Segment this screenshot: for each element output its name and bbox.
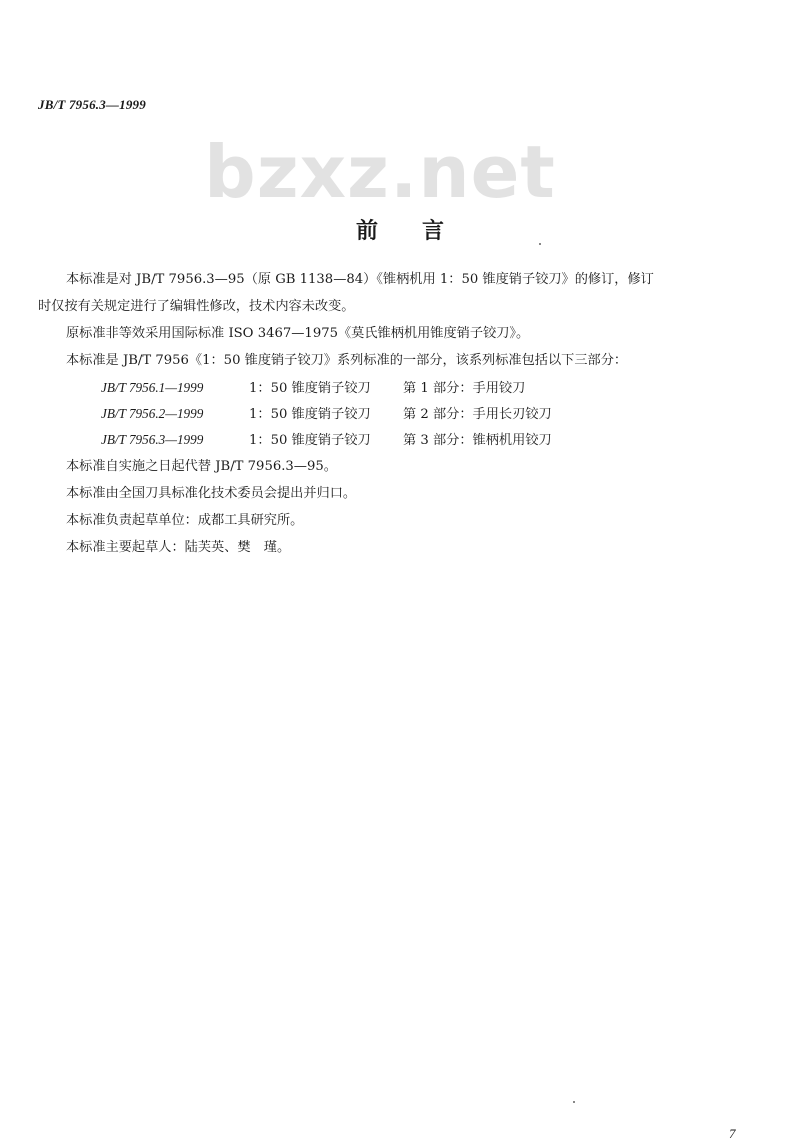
list-item [101,374,525,402]
list-item-title: 1：50 锥度销子铰刀 [249,407,371,422]
paragraph-revision-line2: 时仅按有关规定进行了编辑性修改，技术内容未改变。 [38,299,355,314]
list-item [101,400,552,428]
standard-code-header: JB/T 7956.3—1999 [38,97,146,112]
paragraph-drafters: 本标准主要起草人：陆芙英、樊 瑾。 [66,540,291,555]
paragraph-adoption: 原标准非等效采用国际标准 ISO 3467—1975《莫氏锥柄机用锥度销子铰刀》。 [66,326,530,341]
scan-speck [539,243,541,245]
list-item [101,426,552,454]
paragraph-proposer: 本标准由全国刀具标准化技术委员会提出并归口。 [66,486,357,501]
list-item-code: JB/T 7956.3—1999 [101,432,204,447]
list-item-title: 1：50 锥度销子铰刀 [249,381,371,396]
page-number: 7 [729,1126,736,1141]
paragraph-drafting-unit: 本标准负责起草单位：成都工具研究所。 [66,513,304,528]
list-item-code: JB/T 7956.2—1999 [101,406,204,421]
paragraph-replacement: 本标准自实施之日起代替 JB/T 7956.3—95。 [66,459,337,474]
list-item-part: 第 1 部分：手用铰刀 [403,381,526,396]
paragraph-series: 本标准是 JB/T 7956《1：50 锥度销子铰刀》系列标准的一部分，该系列标准包括以下三部分： [66,353,628,368]
list-item-part: 第 2 部分：手用长刃铰刀 [403,407,552,422]
list-item-part: 第 3 部分：锥柄机用铰刀 [403,433,552,448]
scan-speck [573,1101,575,1103]
page-title: 前言 [355,219,488,244]
list-item-code: JB/T 7956.1—1999 [101,380,204,395]
list-item-title: 1：50 锥度销子铰刀 [249,433,371,448]
watermark: bzxz.net [204,130,556,214]
paragraph-revision-line1: 本标准是对 JB/T 7956.3—95（原 GB 1138—84）《锥柄机用 1：50 锥度销子铰刀》的修订，修订 [66,272,654,287]
